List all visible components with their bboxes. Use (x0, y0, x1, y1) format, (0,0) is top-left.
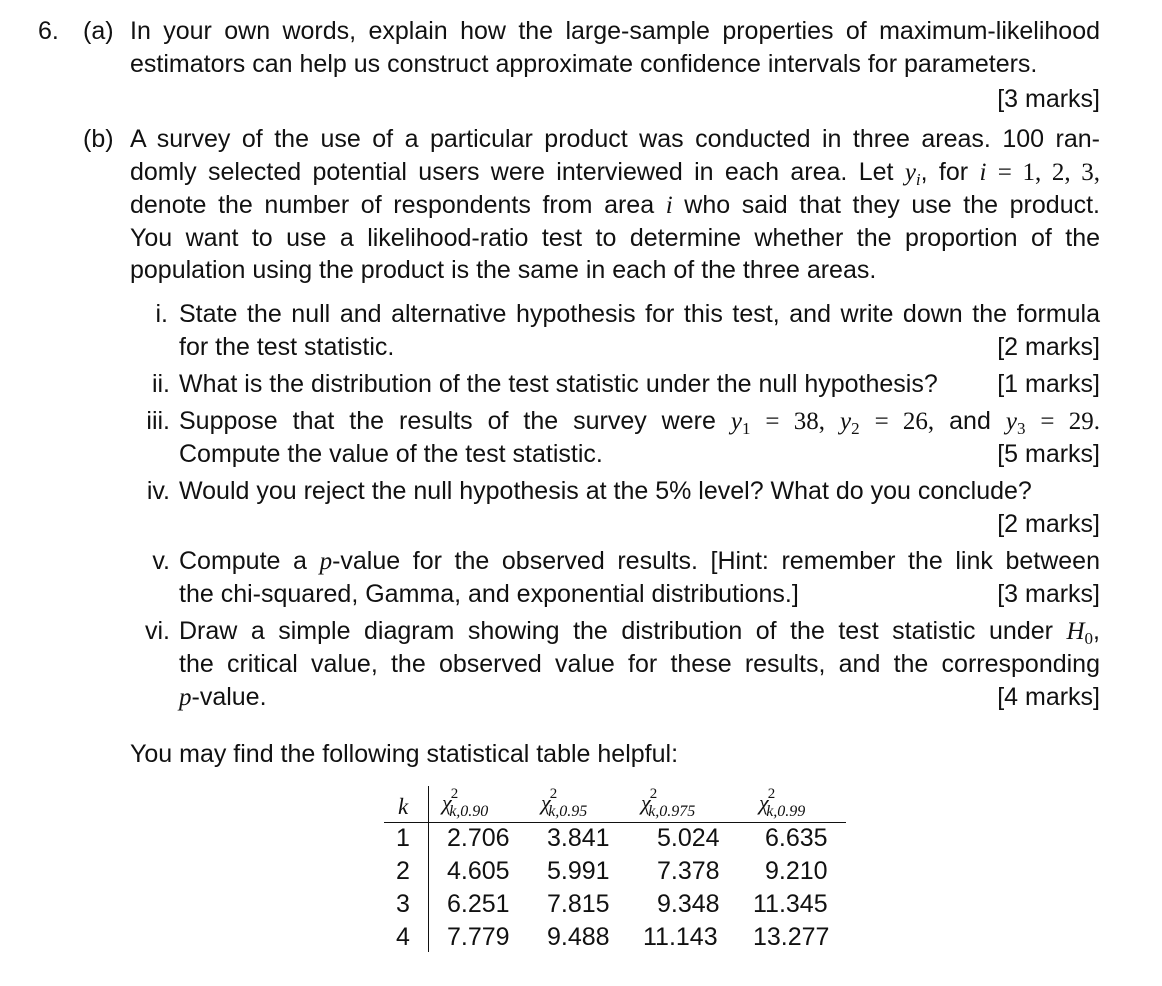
table-row-1-col-3: 5.024 (657, 824, 720, 852)
chi-sup-3: 2 (649, 786, 658, 802)
table-row-3-col-2: 7.815 (547, 890, 610, 918)
var-i-2: i (665, 192, 673, 219)
chi-sup-2: 2 (549, 786, 558, 802)
item-v-line-2-wrap (179, 578, 1100, 611)
item-vi-line-1-b: , (1093, 617, 1100, 645)
var-h0: H (1066, 618, 1085, 645)
part-b-line-5: population using the product is the same in each of the three areas. (130, 256, 877, 284)
item-vi-line-3-wrap (179, 681, 1100, 714)
table-row-2-col-3: 7.378 (657, 857, 720, 885)
part-b-line-3-wrap (130, 189, 1100, 222)
table-header-col-2 (541, 786, 587, 823)
item-v-line-1-b: -value for the observed results. [Hint: remember the link between (332, 547, 1100, 575)
item-iv-line-1: Would you reject the null hypothesis at the 5% level? What do you conclude? (179, 477, 1032, 505)
var-h0-sub: 0 (1084, 629, 1094, 648)
item-iv-label: iv. (146, 477, 170, 505)
chi-symbol-2: χ (541, 790, 551, 815)
item-v-line-2: the chi-squared, Gamma, and exponential distributions.] (179, 580, 799, 608)
var-p-2: p (179, 684, 192, 711)
table-row-4-col-4: 13.277 (753, 923, 830, 951)
item-v-line-1 (179, 545, 1100, 578)
y2-value: = 26, (874, 408, 935, 435)
item-ii-line-1-wrap (179, 368, 1100, 401)
item-v-label: v. (152, 547, 170, 575)
y3-value: = 29. (1040, 408, 1101, 435)
item-i-marks: [2 marks] (997, 333, 1100, 361)
var-i: i (979, 159, 987, 186)
table-row-2-col-2: 5.991 (547, 857, 610, 885)
item-vi-line-1-a: Draw a simple diagram showing the distribution of the test statistic under (179, 617, 1053, 645)
table-row-4-col-1: 7.779 (447, 923, 510, 951)
and-word: and (949, 407, 991, 435)
table-intro: You may find the following statistical table helpful: (130, 740, 679, 768)
table-row-4-k: 4 (396, 923, 410, 951)
part-a-text-2 (130, 48, 1100, 81)
part-b-line-1-wrap (130, 123, 1100, 156)
part-a-text (130, 15, 1100, 48)
item-i-line-2-wrap (179, 331, 1100, 364)
var-y: y (904, 159, 916, 186)
y1-value: = 38, (765, 408, 826, 435)
item-iv-line-1-wrap (179, 475, 1100, 508)
part-a-line-2: estimators can help us construct approximate confidence intervals for parameters. (130, 50, 1038, 78)
table-row-4-col-3: 11.143 (643, 923, 718, 951)
chi-symbol-3: χ (641, 790, 651, 815)
part-b-line-3 (130, 189, 1100, 222)
var-y2: y (840, 408, 852, 435)
item-vi-label: vi. (145, 617, 170, 645)
part-b-label: (b) (83, 125, 114, 153)
question-number: 6. (38, 17, 59, 45)
chi-symbol-4: χ (759, 790, 769, 815)
item-iv-marks: [2 marks] (997, 510, 1100, 538)
item-i-line-1-wrap (179, 298, 1100, 331)
part-b-line-2-b: , for (920, 158, 969, 186)
table-row-1-k: 1 (396, 824, 410, 852)
chi-squared-table (384, 786, 849, 956)
item-ii-label: ii. (151, 370, 170, 398)
chi-sub-3: k,0.975 (648, 803, 696, 820)
table-header-col-3 (641, 786, 695, 823)
table-header-k: k (398, 794, 409, 819)
item-v-marks: [3 marks] (997, 580, 1100, 608)
table-row-3-k: 3 (396, 890, 410, 918)
part-a-label: (a) (83, 17, 114, 45)
var-y3-sub: 3 (1016, 419, 1026, 438)
table-row-1-col-2: 3.841 (547, 824, 610, 852)
chi-sup-4: 2 (767, 786, 776, 802)
table-row-4-col-2: 9.488 (547, 923, 610, 951)
part-b-line-4-wrap (130, 222, 1100, 255)
index-range: = 1, 2, 3, (997, 159, 1101, 186)
item-i-label: i. (155, 300, 168, 328)
item-vi-line-3 (179, 681, 1100, 714)
chi-symbol-1: χ (442, 790, 452, 815)
table-header-col-4 (759, 786, 805, 823)
table-row-1-col-4: 6.635 (765, 824, 828, 852)
part-b-line-3-a: denote the number of respondents from area (130, 191, 655, 219)
item-vi-line-3-b: -value. (191, 683, 267, 711)
table-vertical-rule (428, 786, 429, 952)
item-ii-marks: [1 marks] (997, 370, 1100, 398)
var-p: p (319, 548, 333, 575)
table-row-1-col-1: 2.706 (447, 824, 510, 852)
item-iii-label: iii. (146, 407, 170, 435)
item-vi-line-2-wrap (179, 648, 1100, 681)
item-iii-line-1-a: Suppose that the results of the survey were (179, 407, 716, 435)
var-y3: y (1005, 408, 1017, 435)
part-b-line-3-b: who said that they use the product. (684, 191, 1100, 219)
item-ii-line-1: What is the distribution of the test statistic under the null hypothesis? (179, 370, 938, 398)
item-iii-line-2: Compute the value of the test statistic. (179, 440, 603, 468)
table-row-2-col-1: 4.605 (447, 857, 510, 885)
var-y1-sub: 1 (741, 419, 751, 438)
item-i-line-1: State the null and alternative hypothesis for this test, and write down the formula (179, 300, 1100, 328)
chi-sub-1: k,0.90 (449, 803, 489, 820)
var-y-sub-i: i (915, 170, 921, 189)
item-vi-marks: [4 marks] (997, 683, 1100, 711)
chi-sub-4: k,0.99 (766, 803, 806, 820)
item-iii-marks: [5 marks] (997, 440, 1100, 468)
part-b-line-4: You want to use a likelihood-ratio test to determine whether the proportion of the (130, 224, 1100, 252)
part-b-line-2-a: domly selected potential users were interviewed in each area. Let (130, 158, 894, 186)
table-row-3-col-3: 9.348 (657, 890, 720, 918)
table-row-3-col-4: 11.345 (753, 890, 828, 918)
item-vi-line-2: the critical value, the observed value for these results, and the corresponding (179, 650, 1100, 678)
table-row-2-k: 2 (396, 857, 410, 885)
item-i-line-2: for the test statistic. (179, 333, 395, 361)
table-header-col-1 (442, 786, 488, 823)
part-b-line-5-wrap (130, 254, 1100, 287)
item-v-line-1-a: Compute a (179, 547, 307, 575)
table-row-2-col-4: 9.210 (765, 857, 828, 885)
table-row-3-col-1: 6.251 (447, 890, 510, 918)
part-a-line-1: In your own words, explain how the large-sample properties of maximum-likelihood (130, 17, 1100, 45)
var-y1: y (730, 408, 742, 435)
item-v-line-1-wrap (179, 545, 1100, 578)
chi-sub-2: k,0.95 (548, 803, 588, 820)
part-a-marks: [3 marks] (997, 85, 1100, 113)
part-b-line-1: A survey of the use of a particular product was conducted in three areas. 100 ran- (130, 125, 1100, 153)
var-y2-sub: 2 (851, 419, 860, 438)
item-iii-line-2-wrap (179, 438, 1100, 471)
chi-sup-1: 2 (450, 786, 459, 802)
